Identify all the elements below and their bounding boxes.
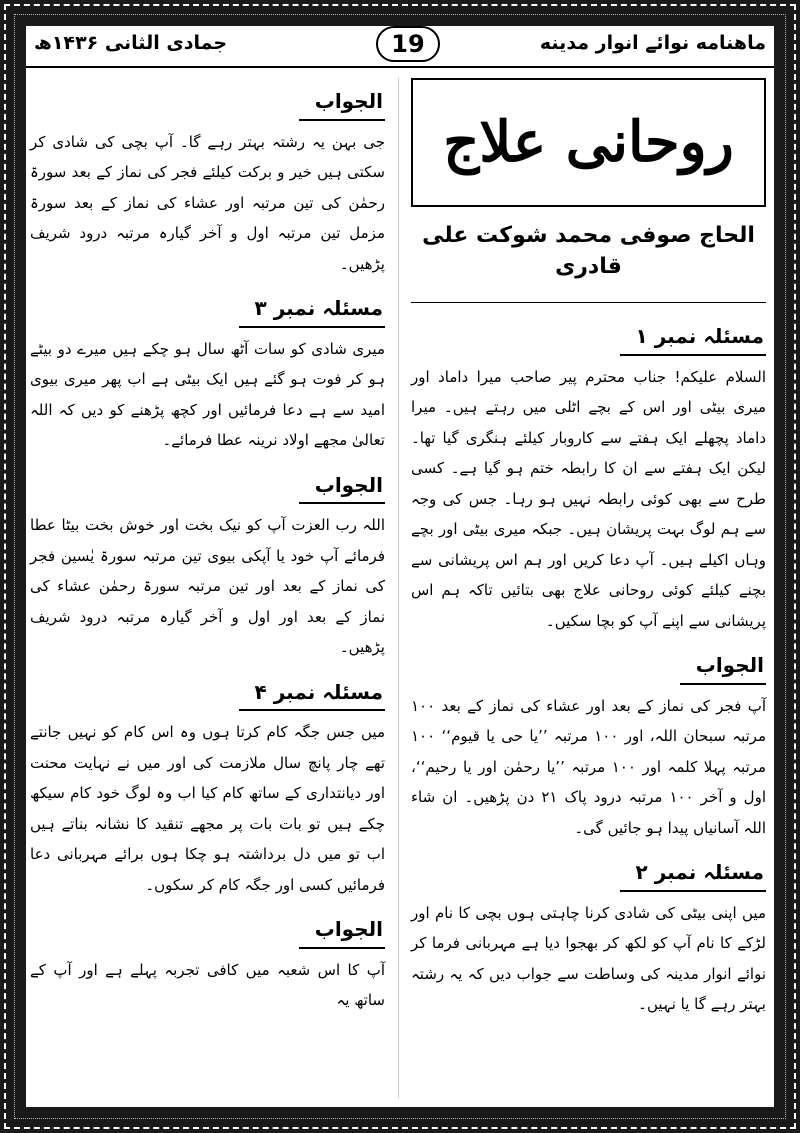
question-4-text: میں جس جگہ کام کرتا ہوں وہ اس کام کو نہیں جانتے تھے چار پانچ سال ملازمت کی اور میں نے نہایت محنت اور دیانتداری کے ساتھ کام کیا اب وہ لوگ خود کام سیکھ چکے ہیں تو بات بات پر مجھے تنقید کا نشانہ بناتے ہیں اب تو میں دل برداشتہ ہو چکا ہوں برائے مہربانی دعا فرمائیں کسی اور جگہ کام کر سکوں۔ <box>30 723 385 894</box>
question-2-heading: مسئلہ نمبر ۲ <box>620 857 766 892</box>
page-header <box>26 26 774 68</box>
page-content <box>26 26 774 1107</box>
magazine-name: ماهنامه نوائے انوار مدینه <box>539 32 766 54</box>
right-column <box>411 78 766 1026</box>
question-2-text: میں اپنی بیٹی کی شادی کرنا چاہتی ہوں بچی کا نام اور لڑکے کا نام آپ کو لکھ کر بھجوا دیا ہے مہربانی فرما کر نوائے انوار مدینہ کی وساطت سے جواب دیں کہ یہ رشتہ بہتر رہے گا یا نہیں۔ <box>411 903 766 1013</box>
question-3-heading: مسئلہ نمبر ۳ <box>239 293 385 328</box>
column-divider <box>398 78 399 1098</box>
left-column <box>30 78 385 1022</box>
answer-3-heading: الجواب <box>299 470 385 505</box>
article-title: روحانی علاج <box>443 109 734 175</box>
question-1-heading: مسئلہ نمبر ۱ <box>620 321 766 356</box>
title-box <box>411 78 766 207</box>
answer-2-text: جی بہن یہ رشتہ بہتر رہے گا۔ آپ بچی کی شادی کر سکتی ہیں خیر و برکت کیلئے فجر کی نماز کے بعد سورۃ رحمٰن کی تین مرتبہ اور عشاء کی نماز کے بعد سورۃ مزمل تین مرتبہ اول و آخر گیارہ مرتبہ درود شریف پڑھیں۔ <box>30 132 385 273</box>
question-3-text: میری شادی کو سات آٹھ سال ہو چکے ہیں میرے دو بیٹے ہو کر فوت ہو گئے ہیں ایک بیٹی ہے اب پھر میری بیوی امید سے ہے دعا فرمائیں اور کچھ پڑھنے کو دیں کہ اللہ تعالیٰ مجھے اولاد نرینہ عطا فرمائے۔ <box>30 339 385 449</box>
answer-2-heading: الجواب <box>299 86 385 121</box>
page-number: 19 <box>376 26 440 62</box>
article-author: الحاج صوفی محمد شوکت علی قادری <box>411 215 766 303</box>
question-1-text: السلام علیکم! جناب محترم پیر صاحب میرا داماد اور میری بیٹی اور اس کے بچے اٹلی میں رہتے ہیں۔ میرا داماد پچھلے ایک ہفتے سے کاروبار کیلئے ہنگری گیا تھا۔ لیکن ایک ہفتے سے ان کا رابطہ ختم ہو گیا ہے۔ کسی طرح سے بھی کوئی رابطہ نہیں ہو رہا۔ جس کی وجہ سے ہم لوگ بہت پریشان ہیں۔ جبکہ میری بیٹی اور بچے وہاں اکیلے ہیں۔ آپ دعا کریں اور ہم اس پریشانی سے بچنے کیلئے کوئی روحانی علاج بھی بتائیں تاکہ ہم اس پریشانی سے اپنے آپ کو بچا سکیں۔ <box>411 367 766 630</box>
answer-1-heading: الجواب <box>680 650 766 685</box>
answer-1-text: آپ فجر کی نماز کے بعد اور عشاء کی نماز کے بعد ۱۰۰ مرتبہ سبحان اللہ، اور ۱۰۰ مرتبہ ’’یا حی یا قیوم‘‘ ۱۰۰ مرتبہ پہلا کلمہ اور ۱۰۰ مرتبہ ’’یا رحمٰن اور یا رحیم‘‘، اول و آخر ۱۰۰ مرتبہ درود پاک ۲۱ دن پڑھیں۔ ان شاء اللہ آسانیاں پیدا ہو جائیں گی۔ <box>411 696 766 837</box>
answer-4-heading: الجواب <box>299 914 385 949</box>
issue-date: جمادی الثانی ۱۴۳۶ھ <box>34 32 228 54</box>
answer-4-text: آپ کا اس شعبہ میں کافی تجربہ پہلے ہے اور آپ کے ساتھ یہ <box>30 960 385 1009</box>
question-4-heading: مسئلہ نمبر ۴ <box>239 677 385 712</box>
answer-3-text: اللہ رب العزت آپ کو نیک بخت اور خوش بخت بیٹا عطا فرمائے آپ خود یا آپکی بیوی تین مرتبہ سورۃ یٰسین فجر کی نماز کے بعد اور تین مرتبہ سورۃ رحمٰن عشاء کی نماز کے بعد اور اول و آخر گیارہ مرتبہ درود شریف پڑھیں۔ <box>30 516 385 656</box>
